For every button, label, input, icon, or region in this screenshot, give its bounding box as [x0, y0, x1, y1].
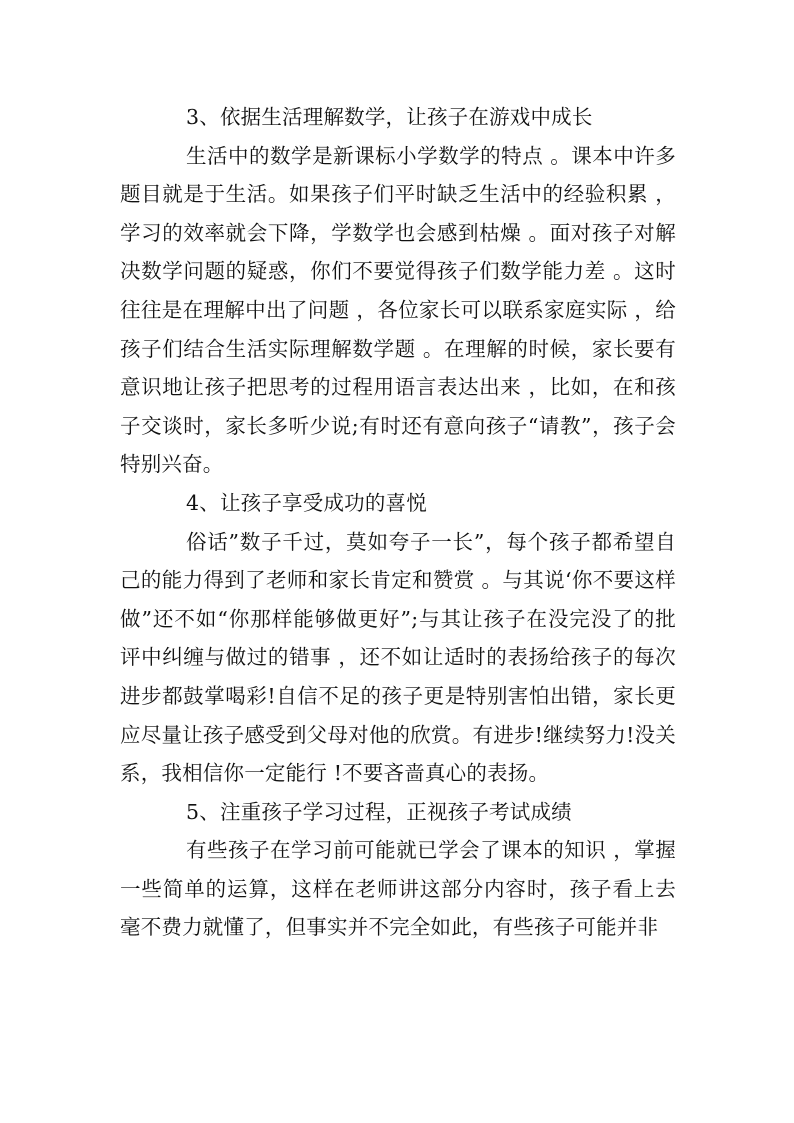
section-paragraph-5: 有些孩子在学习前可能就已学会了课本的知识 ，掌握一些简单的运算，这样在老师讲这部分内容时，孩子看上去毫不费力就懂了，但事实并不完全如此，有些孩子可能并非: [120, 838, 676, 940]
section-heading-4: 4、让孩子享受成功的喜悦: [186, 490, 427, 515]
section-paragraph-4: 俗话”数子千过，莫如夸子一长”，每个孩子都希望自己的能力得到了老师和家长肯定和赞赏 。与其说‘你不要这样做”还不如“你那样能够做更好”;与其让孩子在没完没了的批评中纠缠与做过的错事 ，还不如让适时的表扬给孩子的每次进步都鼓掌喝彩!自信不足的孩子更是特别害怕出错，家长更应尽量让孩子感受到父母对他的欣赏。有进步!继续努力!没关系，我相信你一定能行 !不要吝啬真心的表扬。: [120, 529, 676, 786]
document-body: [120, 98, 676, 947]
section-heading-3: 3、依据生活理解数学，让孩子在游戏中成长: [186, 105, 593, 129]
section-paragraph-3: 生活中的数学是新课标小学数学的特点 。课本中许多题目就是于生活。如果孩子们平时缺乏生活中的经验积累 ，学习的效率就会下降，学数学也会感到枯燥 。面对孩子对解决数学问题的疑惑，你们不要觉得孩子们数学能力差 。这时往往是在理解中出了问题 ，各位家长可以联系家庭实际 ，给孩子们结合生活实际理解数学题 。在理解的时候，家长要有意识地让孩子把思考的过程用语言表达出来 ，比如，在和孩子交谈时，家长多听少说;有时还有意向孩子“请教”，孩子会特别兴奋。: [120, 143, 676, 477]
section-heading-5: 5、注重孩子学习过程，正视孩子考试成绩: [186, 799, 572, 824]
